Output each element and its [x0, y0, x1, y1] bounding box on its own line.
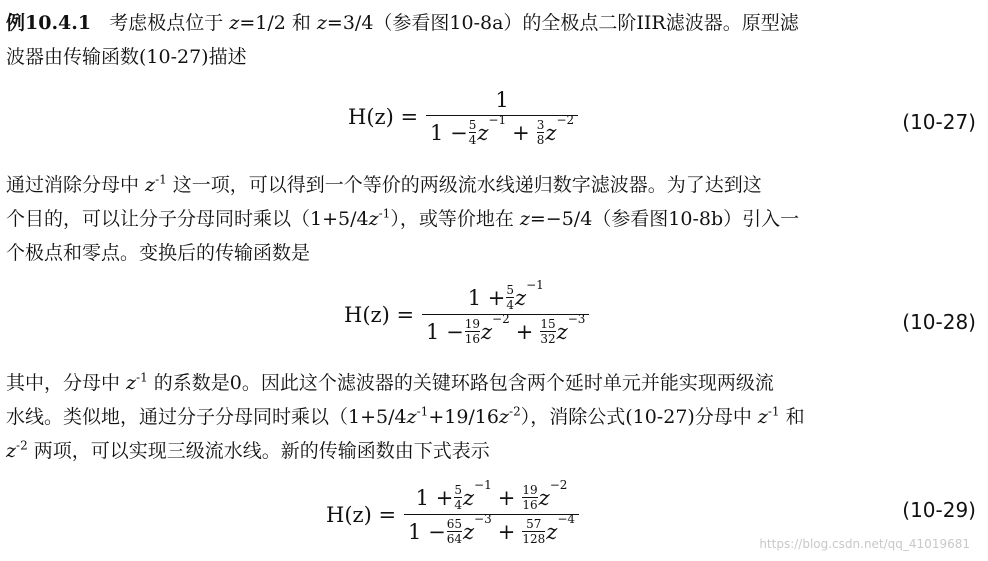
eq-numerator: 1 + 5 4 $z^{-1}$ + 19 16 $z^{-2}$	[415, 477, 568, 512]
coef-fraction: 5 4	[454, 483, 462, 512]
eq-denominator: 1 − 65 64 $z^{-3}$ + 57 128 $z^{-4}$	[408, 511, 576, 546]
coef-fraction: 5 4	[468, 118, 477, 147]
z-power: $z^{-2}$	[480, 311, 510, 344]
eq-fraction	[404, 477, 579, 546]
equation-number: (10-29)	[902, 498, 976, 522]
z-power: $z^{-2}$	[538, 477, 568, 510]
z-power: $z^{-1}$	[477, 112, 507, 145]
eq-lhs: H(z) =	[326, 502, 397, 527]
coef-fraction: 3 8	[536, 118, 545, 147]
coef-fraction: 19 16	[522, 483, 538, 512]
intro-line-2: 波器由传输函数(10-27)描述	[6, 46, 247, 68]
example-label: 例10.4.1	[6, 12, 92, 34]
para2-line-2: 个目的，可以让分子分母同时乘以$(1+5/4z^{-1})$，或等价地在 z=−5/4（参看图10-8b）引入一	[6, 206, 800, 230]
equation-number: (10-27)	[902, 110, 976, 134]
coef-fraction: 19 16	[464, 317, 480, 346]
eq-lhs: H(z) =	[344, 302, 415, 327]
para3-line-3: $z^{-2}$ 两项，可以实现三级流水线。新的传输函数由下式表示	[6, 438, 490, 462]
plus-sign: +	[512, 120, 530, 145]
equation-10-27	[0, 88, 988, 152]
watermark: https://blog.csdn.net/qq_41019681	[759, 537, 970, 551]
eq-lhs: H(z) =	[348, 105, 419, 129]
z-power: $z^{-3}$	[556, 311, 586, 344]
var-z: z	[316, 12, 327, 34]
intro-text: 考虑极点位于	[109, 12, 230, 34]
equation-10-28	[0, 277, 988, 354]
z-power: $z^{-2}$	[545, 112, 575, 145]
intro-line-1	[6, 10, 982, 36]
para2-line-3: 个极点和零点。变换后的传输函数是	[6, 242, 311, 264]
z-power: $z^{-4}$	[546, 511, 576, 544]
coef-fraction: 65 64	[446, 517, 462, 546]
z-power: $z^{-1}$	[462, 477, 492, 510]
eq-fraction	[422, 277, 589, 346]
intro-text: =1/2 和	[239, 12, 317, 34]
coef-fraction: 57 128	[522, 517, 546, 546]
coef-fraction: 15 32	[540, 317, 556, 346]
var-z: z	[229, 12, 240, 34]
para3-line-2: 水线。类似地，通过分子分母同时乘以$(1+5/4z^{-1}+19/16z^{-2})$，消除公式(10-27)分母中 $z^{-1}$ 和	[6, 404, 805, 428]
z-power: $z^{-1}$	[514, 277, 544, 310]
eq-denominator: 1 − 19 16 $z^{-2}$ + 15 32 $z^{-3}$	[426, 311, 586, 346]
z-power: $z^{-3}$	[462, 511, 492, 544]
eq-denominator	[426, 112, 578, 147]
equation-number: (10-28)	[902, 310, 976, 334]
intro-text: =3/4（参看图10-8a）的全极点二阶IIR滤波器。原型滤	[326, 12, 799, 34]
eq-numerator: 1	[495, 88, 509, 112]
coef-fraction: 5 4	[506, 283, 514, 312]
term: 1 −	[430, 120, 468, 145]
para3-line-1: 其中，分母中 $z^{-1}$ 的系数是0。因此这个滤波器的关键环路包含两个延时单元并能实现两级流	[6, 370, 774, 394]
eq-fraction	[426, 88, 578, 146]
eq-numerator: 1 + 5 4 $z^{-1}$	[467, 277, 544, 312]
para2-line-1: 通过消除分母中 $z^{-1}$ 这一项，可以得到一个等价的两级流水线递归数字滤波器。为了达到这	[6, 172, 762, 196]
